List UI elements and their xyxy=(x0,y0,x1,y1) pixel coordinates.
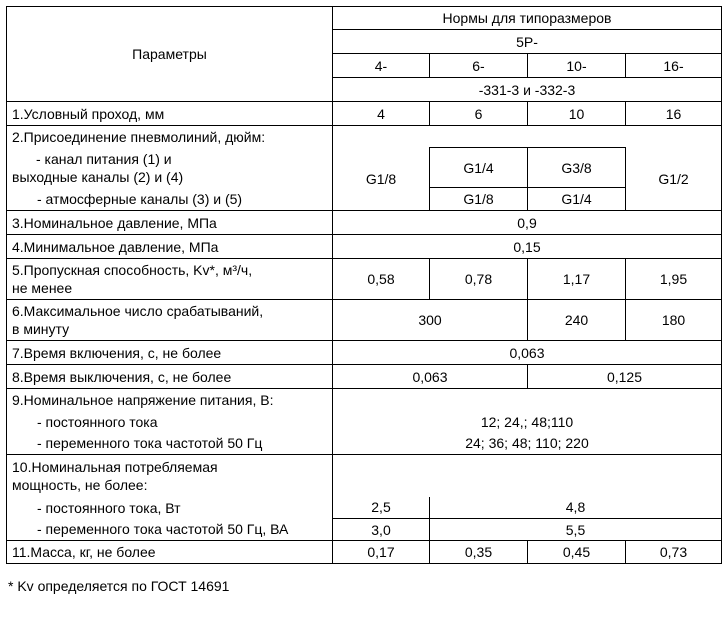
cell-value: 10 xyxy=(528,102,626,126)
row-label-supply-voltage: 9.Номинальное напряжение питания, В: xyxy=(7,389,333,411)
cell-value: 300 xyxy=(333,300,528,341)
empty-cell xyxy=(333,389,722,411)
spec-table xyxy=(6,6,722,564)
cell-value: 1,95 xyxy=(626,259,722,300)
power-consumption-line-2: мощность, не более: xyxy=(12,476,148,493)
row-label-power-consumption xyxy=(7,455,333,497)
cell-value: G1/4 xyxy=(430,148,528,188)
cell-value: G3/8 xyxy=(528,148,626,188)
params-header: Параметры xyxy=(7,7,333,102)
cell-value: 4 xyxy=(333,102,430,126)
cell-value: 6 xyxy=(430,102,528,126)
cell-value: 0,125 xyxy=(528,365,722,389)
cell-value: 5,5 xyxy=(430,519,722,541)
power-consumption-line-1: 10.Номинальная потребляемая xyxy=(12,458,218,475)
size-10: 10- xyxy=(528,54,626,78)
norms-header: Нормы для типоразмеров xyxy=(333,7,722,30)
cell-value: 240 xyxy=(528,300,626,341)
supply-channel-line-2: выходные каналы (2) и (4) xyxy=(12,168,184,185)
row-label-ac-voltage: - переменного тока частотой 50 Гц xyxy=(7,433,333,455)
cell-value: 0,73 xyxy=(626,541,722,564)
cell-value: 16 xyxy=(626,102,722,126)
cell-value: G1/8 xyxy=(430,188,528,211)
row-label-connection: 2.Присоединение пневмолиний, дюйм: xyxy=(7,126,333,148)
row-label-exhaust-channels: - атмосферные каналы (3) и (5) xyxy=(7,188,333,211)
row-label-supply-channel xyxy=(7,148,333,188)
flow-capacity-line-2: не менее xyxy=(12,280,73,296)
cell-value: 0,15 xyxy=(333,235,722,259)
size-6: 6- xyxy=(430,54,528,78)
cell-value: 0,9 xyxy=(333,211,722,235)
cell-value: 0,58 xyxy=(333,259,430,300)
row-label-switch-off-time: 8.Время выключения, с, не более xyxy=(7,365,333,389)
cell-value: G1/8 xyxy=(333,148,430,211)
cell-value: 0,063 xyxy=(333,341,722,365)
cell-value: 3,0 xyxy=(333,519,430,541)
row-label-ac-power: - переменного тока частотой 50 Гц, ВА xyxy=(7,519,333,541)
series-prefix: 5Р- xyxy=(333,30,722,54)
cell-value: 0,78 xyxy=(430,259,528,300)
size-16: 16- xyxy=(626,54,722,78)
cell-value: 0,17 xyxy=(333,541,430,564)
empty-cell xyxy=(333,455,722,497)
cell-value: G1/4 xyxy=(528,188,626,211)
row-label-nominal-pressure: 3.Номинальное давление, МПа xyxy=(7,211,333,235)
row-label-switch-on-time: 7.Время включения, с, не более xyxy=(7,341,333,365)
row-label-flow-capacity xyxy=(7,259,333,300)
row-label-min-pressure: 4.Минимальное давление, МПа xyxy=(7,235,333,259)
cell-value: 12; 24,; 48;110 xyxy=(333,411,722,433)
footnote: * Kv определяется по ГОСТ 14691 xyxy=(8,578,230,594)
supply-channel-line-1: - канал питания (1) и xyxy=(36,150,172,167)
row-label-nominal-bore: 1.Условный проход, мм xyxy=(7,102,333,126)
series-suffix: -331-3 и -332-3 xyxy=(333,78,722,102)
flow-capacity-line-1: 5.Пропускная способность, Kv*, м³/ч, xyxy=(12,262,253,278)
cell-value: 0,063 xyxy=(333,365,528,389)
size-4: 4- xyxy=(333,54,430,78)
cell-value: 4,8 xyxy=(430,497,722,519)
max-cycles-line-2: в минуту xyxy=(12,321,70,337)
cell-value: 0,35 xyxy=(430,541,528,564)
cell-value: 24; 36; 48; 110; 220 xyxy=(333,433,722,455)
row-label-max-cycles xyxy=(7,300,333,341)
cell-value: G1/2 xyxy=(626,148,722,211)
empty-cell xyxy=(333,126,722,148)
cell-value: 1,17 xyxy=(528,259,626,300)
cell-value: 2,5 xyxy=(333,497,430,519)
cell-value: 180 xyxy=(626,300,722,341)
row-label-dc-voltage: - постоянного тока xyxy=(7,411,333,433)
max-cycles-line-1: 6.Максимальное число срабатываний, xyxy=(12,303,264,319)
row-label-dc-power: - постоянного тока, Вт xyxy=(7,497,333,519)
row-label-mass: 11.Масса, кг, не более xyxy=(7,541,333,564)
cell-value: 0,45 xyxy=(528,541,626,564)
